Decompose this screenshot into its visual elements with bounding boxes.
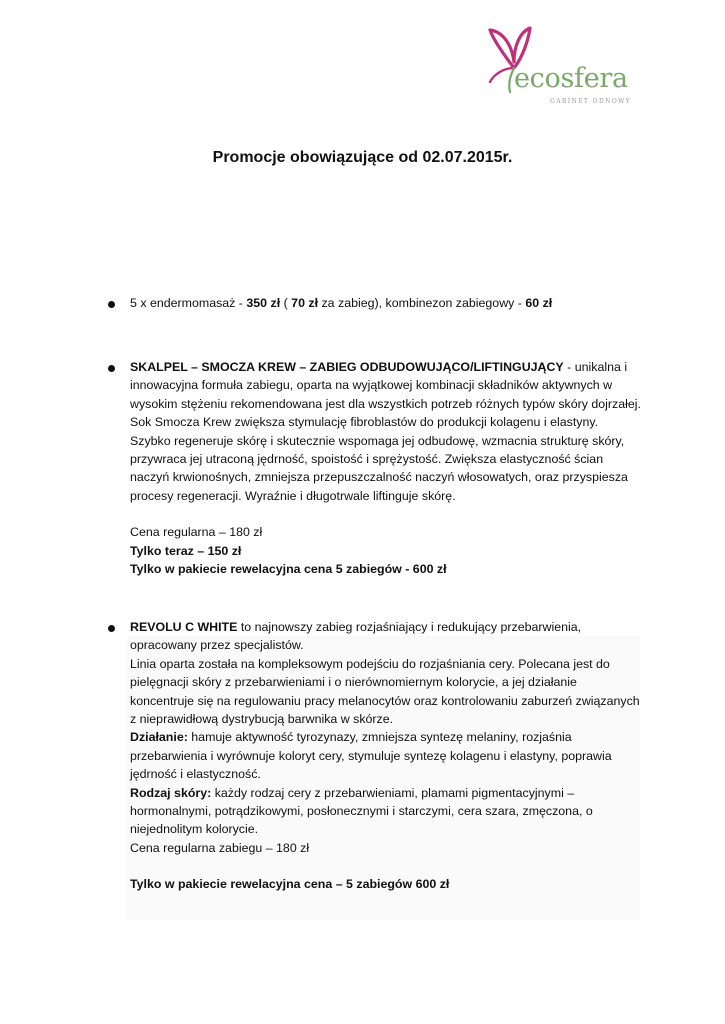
skalpel-promo-price — [130, 542, 642, 560]
skalpel-heading: SKALPEL – SMOCZA KREW – ZABIEG ODBUDOWUJĄCO/LIFTINGUJĄCY — [130, 360, 564, 374]
skalpel-package-price — [130, 560, 642, 578]
suit-price: 60 zł — [525, 296, 553, 310]
skin-label: Rodzaj skóry: — [130, 785, 212, 800]
endermomassage-offer — [130, 294, 642, 312]
per-session-price: 70 zł — [291, 296, 319, 310]
bullet-1 — [108, 301, 115, 308]
skin-text: każdy rodzaj cery z przebarwieniami, plamami pigmentacyjnymi – hormonalnymi, potrądzikowymi, posłonecznymi i starczymi, cera szara, zmęczona, o niejednolitym kolorycie. — [130, 785, 593, 837]
package-price: 350 zł — [246, 296, 281, 310]
bullet-3 — [108, 625, 115, 632]
bullet-2 — [108, 365, 115, 372]
skalpel-text: - unikalna i innowacyjna formuła zabiegu, oparta na wyjątkowej kombinacji składników aktywnych w wysokim stężeniu rekomendowana jest dla wszystkich potrzeb różnych typów skóry dojrzałej. Sok Smocza Krew zwiększa stymulację fibroblastów do produkcji kolagenu i elastyny. Szybko regeneruje skórę i skutecznie wspomaga jej odbudowę, wzmacnia strukturę skóry, przywraca jej utraconą jędrność, spoistość i sprężystość. Zwiększa elastyczność ścian naczyń krwionośnych, zmniejsza przepuszczalność naczyń włosowatych, oraz przyspiesza procesy regeneracji. Wyraźnie i długotrwale liftinguje skórę. — [130, 360, 641, 503]
revolu-regular-price: Cena regularna zabiegu – 180 zł — [130, 840, 310, 855]
ecosfera-logo — [480, 22, 640, 105]
revolu-heading: REVOLU C WHITE — [130, 620, 238, 634]
logo-tagline: GABINET ODNOWY — [550, 98, 632, 105]
page-title: Promocje obowiązujące od 02.07.2015r. — [212, 149, 513, 166]
skalpel-package-label: Tylko w pakiecie rewelacyjna cena 5 zabiegów - 600 zł — [130, 562, 447, 577]
revolu-package-label: Tylko w pakiecie rewelacyjna cena – 5 zabiegów 600 zł — [130, 877, 450, 892]
revolu-action — [130, 728, 642, 783]
action-label: Działanie: — [130, 730, 188, 745]
logo-brand: ecosfera — [514, 63, 628, 94]
skalpel-regular-price: Cena regularna – 180 zł — [130, 525, 263, 540]
offer-text-3: za zabieg), kombinezon zabiegowy - — [318, 296, 526, 310]
offer-text-2: ( — [280, 296, 292, 310]
revolu-skin-type — [130, 784, 642, 839]
skalpel-now-label: Tylko teraz – 150 zł — [130, 543, 242, 558]
action-text: hamuje aktywność tyrozynazy, zmniejsza syntezę melaniny, rozjaśnia przebarwienia i wyrównuje koloryt cery, stymuluje syntezę kolagenu i elastyny, poprawia jędrność i elastyczność. — [130, 730, 612, 782]
skalpel-offer — [130, 358, 642, 578]
revolu-package-price — [130, 875, 642, 893]
revolu-offer — [130, 618, 642, 894]
offer-text-1: 5 x endermomasaż - — [130, 296, 247, 310]
revolu-intro — [130, 618, 642, 655]
skalpel-description — [130, 358, 642, 505]
revolu-paragraph: Linia oparta została na kompleksowym podejściu do rozjaśniania cery. Polecana jest do pielęgnacji skóry z przebarwieniami i o nierównomiernym kolorycie, a jej działanie koncentruje się na regulowaniu pracy melanocytów oraz kontrolowaniu zaburzeń związanych z nieprawidłową dystrybucją barwnika w skórze. — [130, 656, 640, 727]
revolu-intro-text: to najnowszy zabieg rozjaśniający i redukujący przebarwienia, opracowany przez specjalistów. — [130, 620, 582, 653]
offer-line — [130, 294, 642, 312]
